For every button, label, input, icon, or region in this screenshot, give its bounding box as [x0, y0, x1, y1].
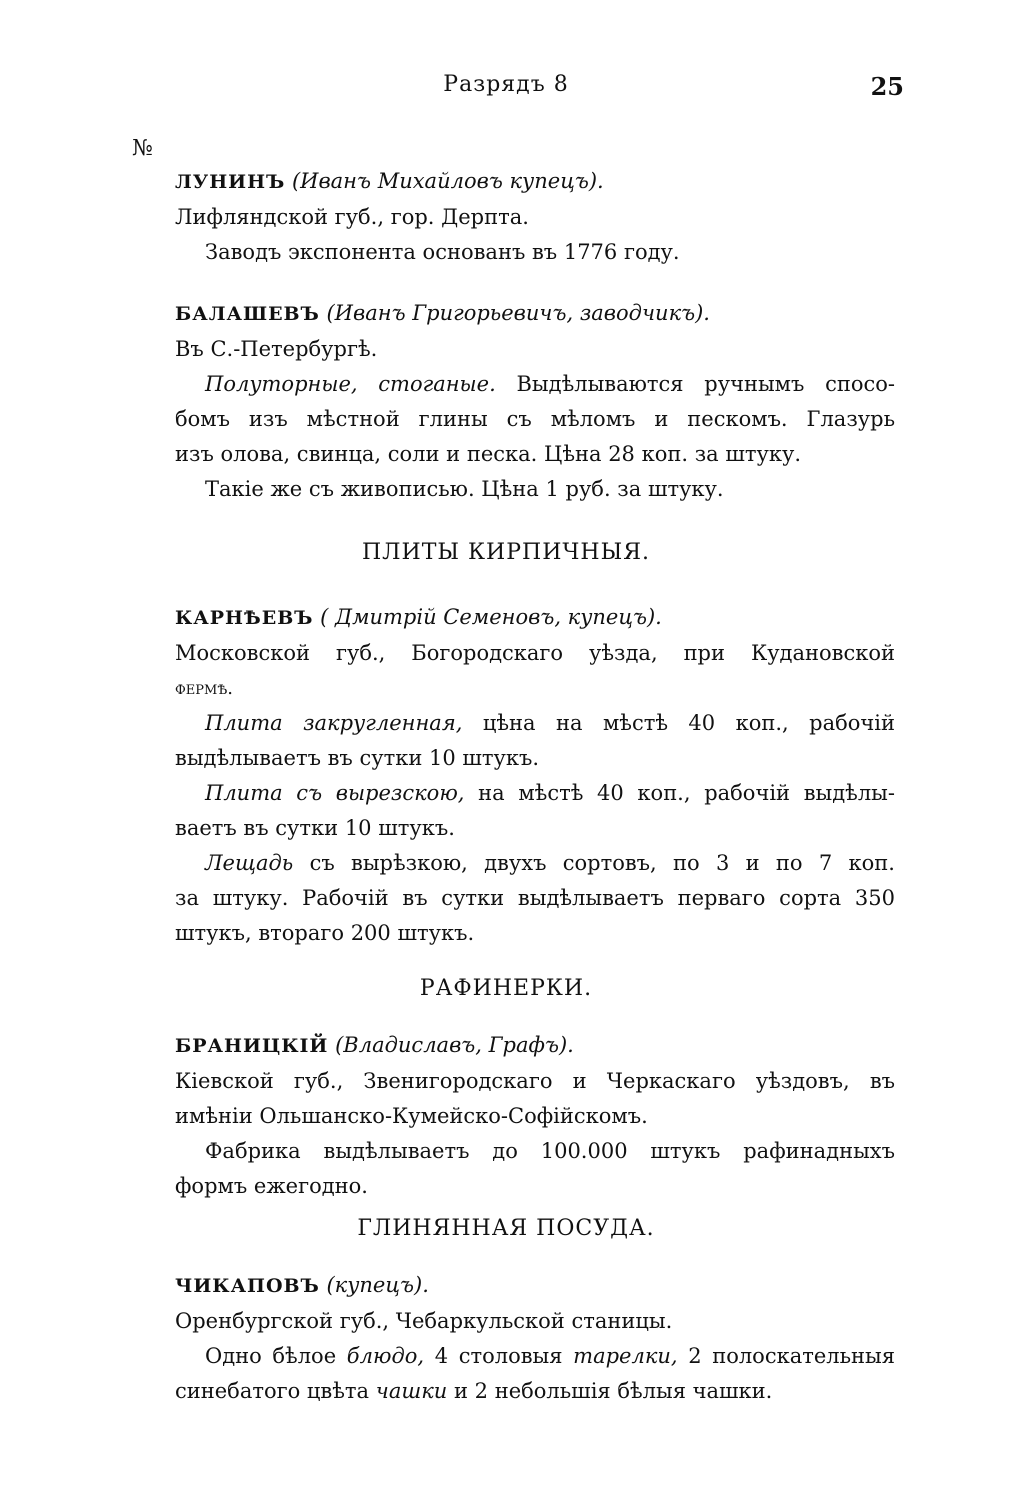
page-number: 25 — [870, 72, 904, 101]
exhibitor-descriptor: ( Дмитрій Семеновъ, купецъ). — [320, 605, 662, 629]
description-line: Плита съ вырезскою, на мѣстѣ 40 коп., рабочій выдѣлы- — [205, 781, 895, 805]
entry-karneev — [175, 600, 895, 951]
section-heading: ПЛИТЫ КИРПИЧНЫЯ. — [361, 540, 651, 565]
description-line: изъ олова, свинца, соли и песка. Цѣна 28 коп. за штуку. — [175, 442, 802, 466]
entry-balashev — [175, 296, 895, 507]
exhibitor-location: имѣніи Ольшанско-Кумейско-Софійскомъ. — [175, 1104, 648, 1128]
description-line: ваетъ въ сутки 10 штукъ. — [175, 816, 455, 840]
description-line: штукъ, втораго 200 штукъ. — [175, 921, 475, 945]
entry-heading — [175, 164, 895, 200]
exhibitor-location: Оренбургской губ., Чебаркульской станицы. — [175, 1309, 673, 1333]
entry-lunin — [175, 164, 895, 270]
entry-heading — [175, 1268, 895, 1304]
entry-branitsky — [175, 1028, 895, 1204]
description-line: Полуторные, стоганые. Выдѣлываются ручнымъ спосо- — [205, 372, 895, 396]
exhibitor-name: ЧИКАПОВЪ — [175, 1275, 320, 1297]
number-sign: № — [132, 136, 153, 161]
exhibitor-location: Кіевской губ., Звенигородскаго и Черкаскаго уѣздовъ, въ — [175, 1069, 895, 1093]
exhibitor-descriptor: (Владиславъ, Графъ). — [335, 1033, 574, 1057]
exhibitor-name: БАЛАШЕВЪ — [175, 303, 320, 325]
description-line: бомъ изъ мѣстной глины съ мѣломъ и пескомъ. Глазурь — [175, 407, 895, 431]
description-line: за штуку. Рабочій въ сутки выдѣлываетъ перваго сорта 350 — [175, 886, 895, 910]
exhibitor-descriptor: (Иванъ Михайловъ купецъ). — [291, 169, 604, 193]
entry-heading — [175, 600, 895, 636]
entry-heading — [175, 296, 895, 332]
exhibitor-location: фермѣ. — [175, 678, 233, 699]
section-heading: ГЛИНЯННАЯ ПОСУДА. — [357, 1216, 655, 1241]
exhibitor-location: Московской губ., Богородскаго уѣзда, при Кудановской — [175, 641, 895, 665]
exhibitor-descriptor: (Иванъ Григорьевичъ, заводчикъ). — [326, 301, 710, 325]
description-line: выдѣлываетъ въ сутки 10 штукъ. — [175, 746, 540, 770]
exhibitor-name: БРАНИЦКІЙ — [175, 1035, 329, 1057]
exhibitor-location: Въ С.-Петербургѣ. — [175, 337, 378, 361]
description-line: формъ ежегодно. — [175, 1174, 368, 1198]
running-header: Разрядъ 8 — [443, 72, 569, 97]
exhibitor-descriptor: (купецъ). — [326, 1273, 429, 1297]
description-line: Одно бѣлое блюдо, 4 столовыя тарелки, 2 полоскательныя — [205, 1344, 896, 1368]
entry-chikapov — [175, 1268, 895, 1409]
description-line: синебатого цвѣта чашки и 2 небольшія бѣлыя чашки. — [175, 1379, 773, 1403]
description-line: Такіе же съ живописью. Цѣна 1 руб. за штуку. — [205, 477, 724, 501]
exhibitor-name: ЛУНИНЪ — [175, 171, 286, 193]
description-line: Плита закругленная, цѣна на мѣстѣ 40 коп., рабочій — [205, 711, 895, 735]
section-heading: РАФИНЕРКИ. — [419, 976, 593, 1001]
exhibitor-name: КАРНѢЕВЪ — [175, 607, 314, 629]
exhibitor-location: Лифляндской губ., гор. Дерпта. — [175, 205, 529, 229]
description-line: Лещадь съ вырѣзкою, двухъ сортовъ, по 3 и по 7 коп. — [205, 851, 895, 875]
entry-heading — [175, 1028, 895, 1064]
entry-note: Заводъ экспонента основанъ въ 1776 году. — [205, 240, 680, 264]
description-line: Фабрика выдѣлываетъ до 100.000 штукъ рафинадныхъ — [205, 1139, 895, 1163]
